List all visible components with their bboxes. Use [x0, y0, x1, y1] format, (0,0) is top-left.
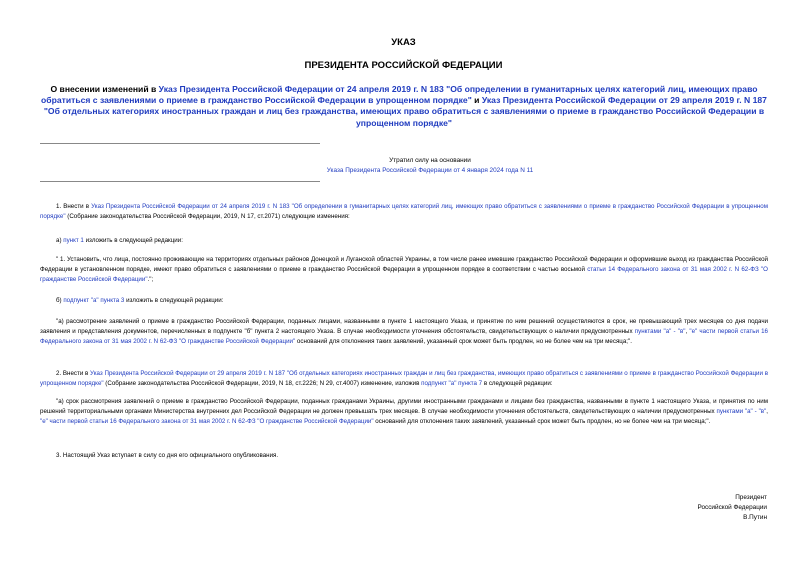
p1-text-a: 1. Внести в	[56, 203, 92, 210]
p6-link-decree-187[interactable]: Указ Президента Российской Федерации от 29 апреля 2019 г. N 187 "Об отдельных категориях иностранных граждан и лиц без гражданства, имеющих право обратиться с заявлениями о приеме в гражданство Российской Федерации в упрощенном порядке"	[40, 370, 768, 387]
p6-text-a: 2. Внести в	[56, 370, 91, 377]
p7-text-b: оснований для отклонения таких заявлений, указанный срок может быть продлен, но не более чем на три месяца;".	[373, 417, 711, 425]
document-heading	[40, 84, 768, 129]
heading-link-decree-187[interactable]: Указ Президента Российской Федерации от 29 апреля 2019 г. N 187 "Об отдельных категориях иностранных граждан и лиц без гражданства, имеющих право обратиться с заявлениями о приеме в гражданство Российской Федерации в упрощенном порядке"	[43, 95, 767, 128]
p3-link-article-14[interactable]: статьи 14 Федерального закона от 31 мая 2002 г. N 62-ФЗ "О гражданстве Российской Федерации"	[40, 265, 768, 283]
doc-type-title: УКАЗ	[391, 37, 416, 48]
p1-link-decree-183[interactable]: Указ Президента Российской Федерации от 24 апреля 2019 г. N 183 "Об определении в гуманитарных целях категорий лиц, имеющих право обратиться с заявлениями о приеме в гражданство Российской Федерации в упрощенном порядке"	[40, 203, 768, 220]
paragraph-quote-1	[40, 255, 768, 284]
p7-link-points-a-v[interactable]: пунктами "а" - "в"	[716, 407, 767, 415]
p5-text-c: ,	[685, 327, 690, 335]
paragraph-1	[40, 202, 768, 222]
divider-bottom	[40, 181, 320, 182]
p7-link-article-16[interactable]: "е" части первой статьи 16 Федерального закона от 31 мая 2002 г. N 62-ФЗ "О гражданстве Российской Федерации"	[40, 417, 374, 425]
p4-text-b: изложить в следующей редакции:	[124, 297, 224, 304]
signature-position: Президент	[735, 494, 767, 501]
paragraph-quote-2	[40, 317, 768, 346]
p7-text-c: ,	[766, 407, 768, 415]
heading-text-a: О внесении изменений в	[50, 84, 159, 94]
heading-link-decree-183[interactable]: Указ Президента Российской Федерации от 24 апреля 2019 г. N 183 "Об определении в гуманитарных целях категорий лиц, имеющих право обратиться с заявлениями о приеме в гражданство Российской Федерации в упрощенном порядке"	[41, 84, 758, 106]
paragraph-1a	[40, 236, 768, 246]
p6-text-c: в следующей редакции:	[482, 379, 553, 387]
p5-text-a: "а) рассмотрение заявлений о приеме в гражданство Российской Федерации, поданных лицами, названными в пункте 1 настоящего Указа, и принятие по ним решений осуществляются в срок, не превышающий трех месяцев со дня подачи заявления и представления документов, перечисленных в подпункте "б" пункта 2 настоящего Указа. В случае необходимости уточнения обстоятельств, свидетельствующих о наличии предусмотренных	[40, 318, 768, 335]
paragraph-1b	[40, 296, 768, 306]
issuer-title: ПРЕЗИДЕНТА РОССИЙСКОЙ ФЕДЕРАЦИИ	[304, 60, 503, 71]
paragraph-2	[40, 369, 768, 389]
lost-force-link[interactable]: Указа Президента Российской Федерации от 4 января 2024 года N 11	[326, 167, 534, 174]
signature-name: В.Путин	[743, 514, 767, 521]
lost-force-label: Утратил силу на основании	[389, 157, 471, 164]
p3-text-b: .";	[147, 275, 154, 283]
p2-text-b: изложить в следующей редакции:	[83, 237, 183, 244]
paragraph-3: 3. Настоящий Указ вступает в силу со дня его официального опубликования.	[56, 452, 279, 459]
p3-text-a: " 1. Установить, что лица, постоянно проживающие на территориях отдельных районов Донецкой и Луганской областей Украины, в том числе ранее имевшие гражданство Российской Федерации и оформившие выход из гражданства Российской Федерации в установленном порядке, имеют право обратиться с заявлениями о приеме в гражданство Российской Федерации в упрощенном порядке в соответствии с частью восьмой	[40, 256, 768, 273]
p5-link-points-a-v[interactable]: пунктами "а" - "в"	[634, 327, 686, 335]
divider-top	[40, 143, 320, 144]
p2-link-point-1[interactable]: пункт 1	[63, 237, 84, 244]
heading-text-b: и	[471, 95, 482, 106]
p7-text-a: "а) срок рассмотрения заявлений о приеме в гражданство Российской Федерации, поданных гражданами Украины, другими иностранными гражданами и лицами без гражданства, названными в пункте 1 настоящего Указа, и принятия по ним решений территориальными органами Министерства внутренних дел Российской Федерации не должен превышать трех месяцев. В случае необходимости уточнения обстоятельств, свидетельствующих о наличии предусмотренных	[40, 398, 768, 415]
p4-link-subpoint-a-point-3[interactable]: подпункт "а" пункта 3	[63, 297, 125, 304]
paragraph-quote-3	[40, 397, 768, 426]
p1-text-b: (Собрание законодательства Российской Федерации, 2019, N 17, ст.2071) следующие изменения:	[65, 212, 350, 220]
p6-link-subpoint-a-point-7[interactable]: подпункт "а" пункта 7	[421, 379, 483, 387]
p2-text-a: а)	[56, 237, 64, 244]
p5-text-b: оснований для отклонения таких заявлений, указанный срок может быть продлен, но не более чем на три месяца;".	[295, 337, 632, 345]
p4-text-a: б)	[56, 297, 64, 304]
p6-text-b: (Собрание законодательства Российской Федерации, 2019, N 18, ст.2226; N 29, ст.4007) изменение, изложив	[103, 379, 422, 387]
p5-link-article-16[interactable]: "е" части первой статьи 16 Федерального закона от 31 мая 2002 г. N 62-ФЗ "О гражданстве Российской Федерации"	[40, 327, 768, 345]
signature-office: Российской Федерации	[697, 504, 767, 511]
